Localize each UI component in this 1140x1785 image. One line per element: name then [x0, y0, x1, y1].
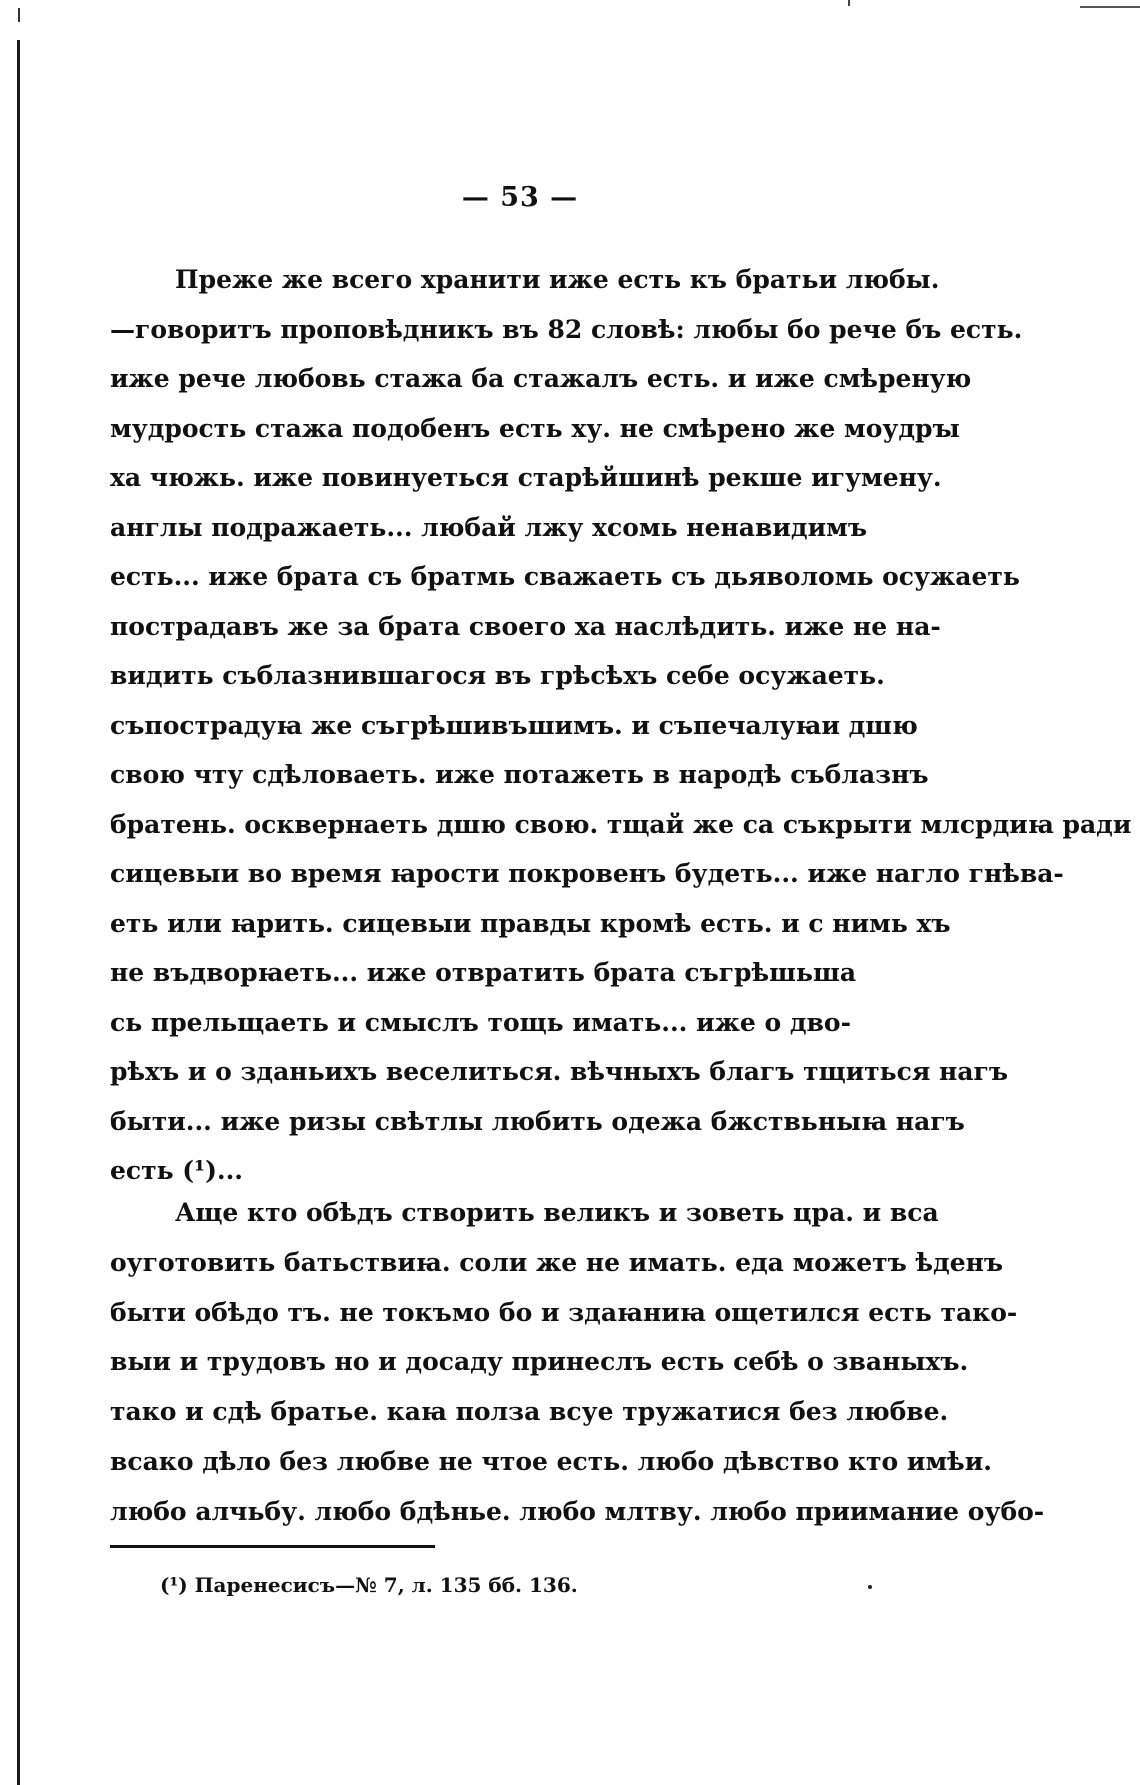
text-line: свою чту сдѣловаеть. иже потажеть в народѣ съблазнъ	[110, 760, 929, 789]
text-line: мудрость стажа подобенъ есть ху. не смѣрено же моудрꙑ	[110, 413, 960, 443]
text-line: рѣхъ и о зданьихъ веселиться. вѣчныхъ благъ тщиться нагъ	[110, 1057, 1009, 1086]
page-number: — 53 —	[461, 182, 579, 213]
text-line: быти... иже ризы свѣтлы любить одежа бжствьныꙗ нагъ	[110, 1106, 965, 1136]
text-line: выи и трудовъ но и досаду принеслъ есть себѣ о званыхъ.	[110, 1347, 969, 1377]
text-line: Аще кто обѣдъ створить великъ и зоветь цра. и вса	[175, 1198, 939, 1227]
paragraph-1	[110, 255, 1132, 1196]
text-line: оуготовить батьствиꙗ. соли же не имать. еда можетъ ѣденъ	[110, 1247, 1004, 1277]
ink-dot	[868, 1585, 872, 1589]
text-line: сицевыи во время ꙗрости покровенъ будеть... иже нагло гнѣва-	[110, 859, 1064, 888]
text-line: всако дѣло без любве не чтое есть. любо дѣвство кто имѣи.	[110, 1446, 992, 1476]
text-line: любо алчьбу. любо бдѣнье. любо млтву. любо приимание оубо-	[110, 1496, 1045, 1526]
paragraph-2	[110, 1188, 1045, 1537]
text-line: ха чюжь. иже повинуеться старѣйшинѣ рекше игумену.	[110, 463, 942, 492]
footnote-divider	[110, 1545, 435, 1548]
text-line: тако и сдѣ братье. каꙗ полза всуе тружатися без любве.	[110, 1397, 949, 1427]
text-line: есть (¹)...	[110, 1156, 244, 1185]
page-edge-line	[17, 40, 20, 1785]
page-edge-mark	[18, 8, 20, 22]
text-line: братень. осквернаеть дшю свою. тщай же са съкрыти млсрдиꙗ ради	[110, 809, 1132, 839]
text-line: Преже же всего хранити иже есть къ братьи любы.	[175, 265, 940, 294]
text-line: —говоритъ проповѣдникъ въ 82 словѣ: любы бо рече бъ есть.	[110, 314, 1023, 344]
text-line: есть... иже брата съ братмь сважаеть съ дьяволомь осужаеть	[110, 562, 1020, 591]
corner-mark	[1080, 0, 1140, 8]
text-line: быти обѣдо тъ. не токъмо бо и здаꙗниꙗ ощетился есть тако-	[110, 1297, 1018, 1327]
text-line: еть или ꙗрить. сицевыи правды кромѣ есть. и с нимь хъ	[110, 908, 951, 938]
footnote: (¹) Паренесисъ—№ 7, л. 135 бб. 136.	[160, 1573, 578, 1597]
text-line: сь прельщаеть и смыслъ тощь имать... иже о дво-	[110, 1007, 851, 1037]
corner-tick	[848, 0, 850, 6]
text-line: англы подражаеть... любай лжу хсомь ненавидимъ	[110, 512, 868, 542]
text-line: съпострадуꙗ же съгрѣшивъшимъ. и съпечалуꙗи дшю	[110, 710, 918, 740]
text-line: не въдворꙗеть... иже отвратить брата съгрѣшьша	[110, 958, 857, 987]
text-line: пострадавъ же за брата своего ха наслѣдить. иже не на-	[110, 611, 941, 641]
text-line: иже рече любовь стажа ба стажалъ есть. и иже смѣреную	[110, 364, 972, 393]
text-line: видить съблазнившагося въ грѣсѣхъ себе осужаеть.	[110, 661, 885, 690]
